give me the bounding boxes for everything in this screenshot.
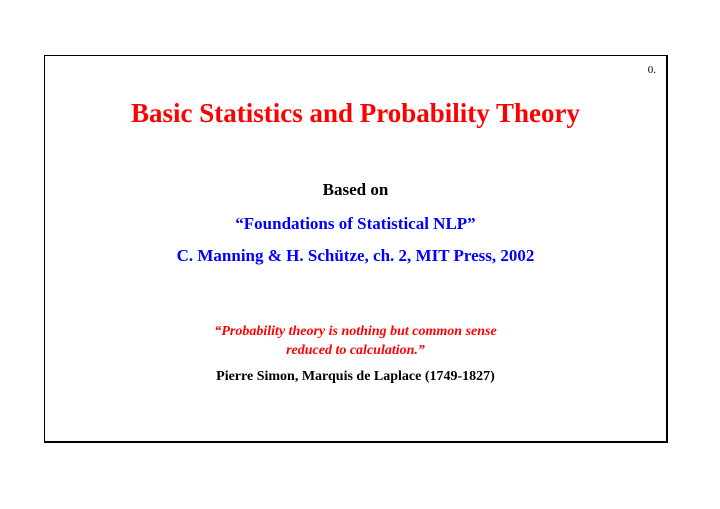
- based-on-label: Based on: [322, 180, 389, 199]
- quote-author: Pierre Simon, Marquis de Laplace (1749-1827): [216, 369, 495, 384]
- book-reference: C. Manning & H. Schütze, ch. 2, MIT Press, 2002: [176, 246, 535, 265]
- quote-line-2: reduced to calculation.”: [286, 343, 425, 358]
- page-number: 0.: [647, 64, 656, 76]
- book-title: “Foundations of Statistical NLP”: [235, 214, 476, 233]
- quote-line-1: “Probability theory is nothing but common sense: [214, 324, 497, 339]
- slide-frame: [44, 55, 668, 443]
- quote: [45, 322, 666, 360]
- slide-title: Basic Statistics and Probability Theory: [130, 98, 581, 128]
